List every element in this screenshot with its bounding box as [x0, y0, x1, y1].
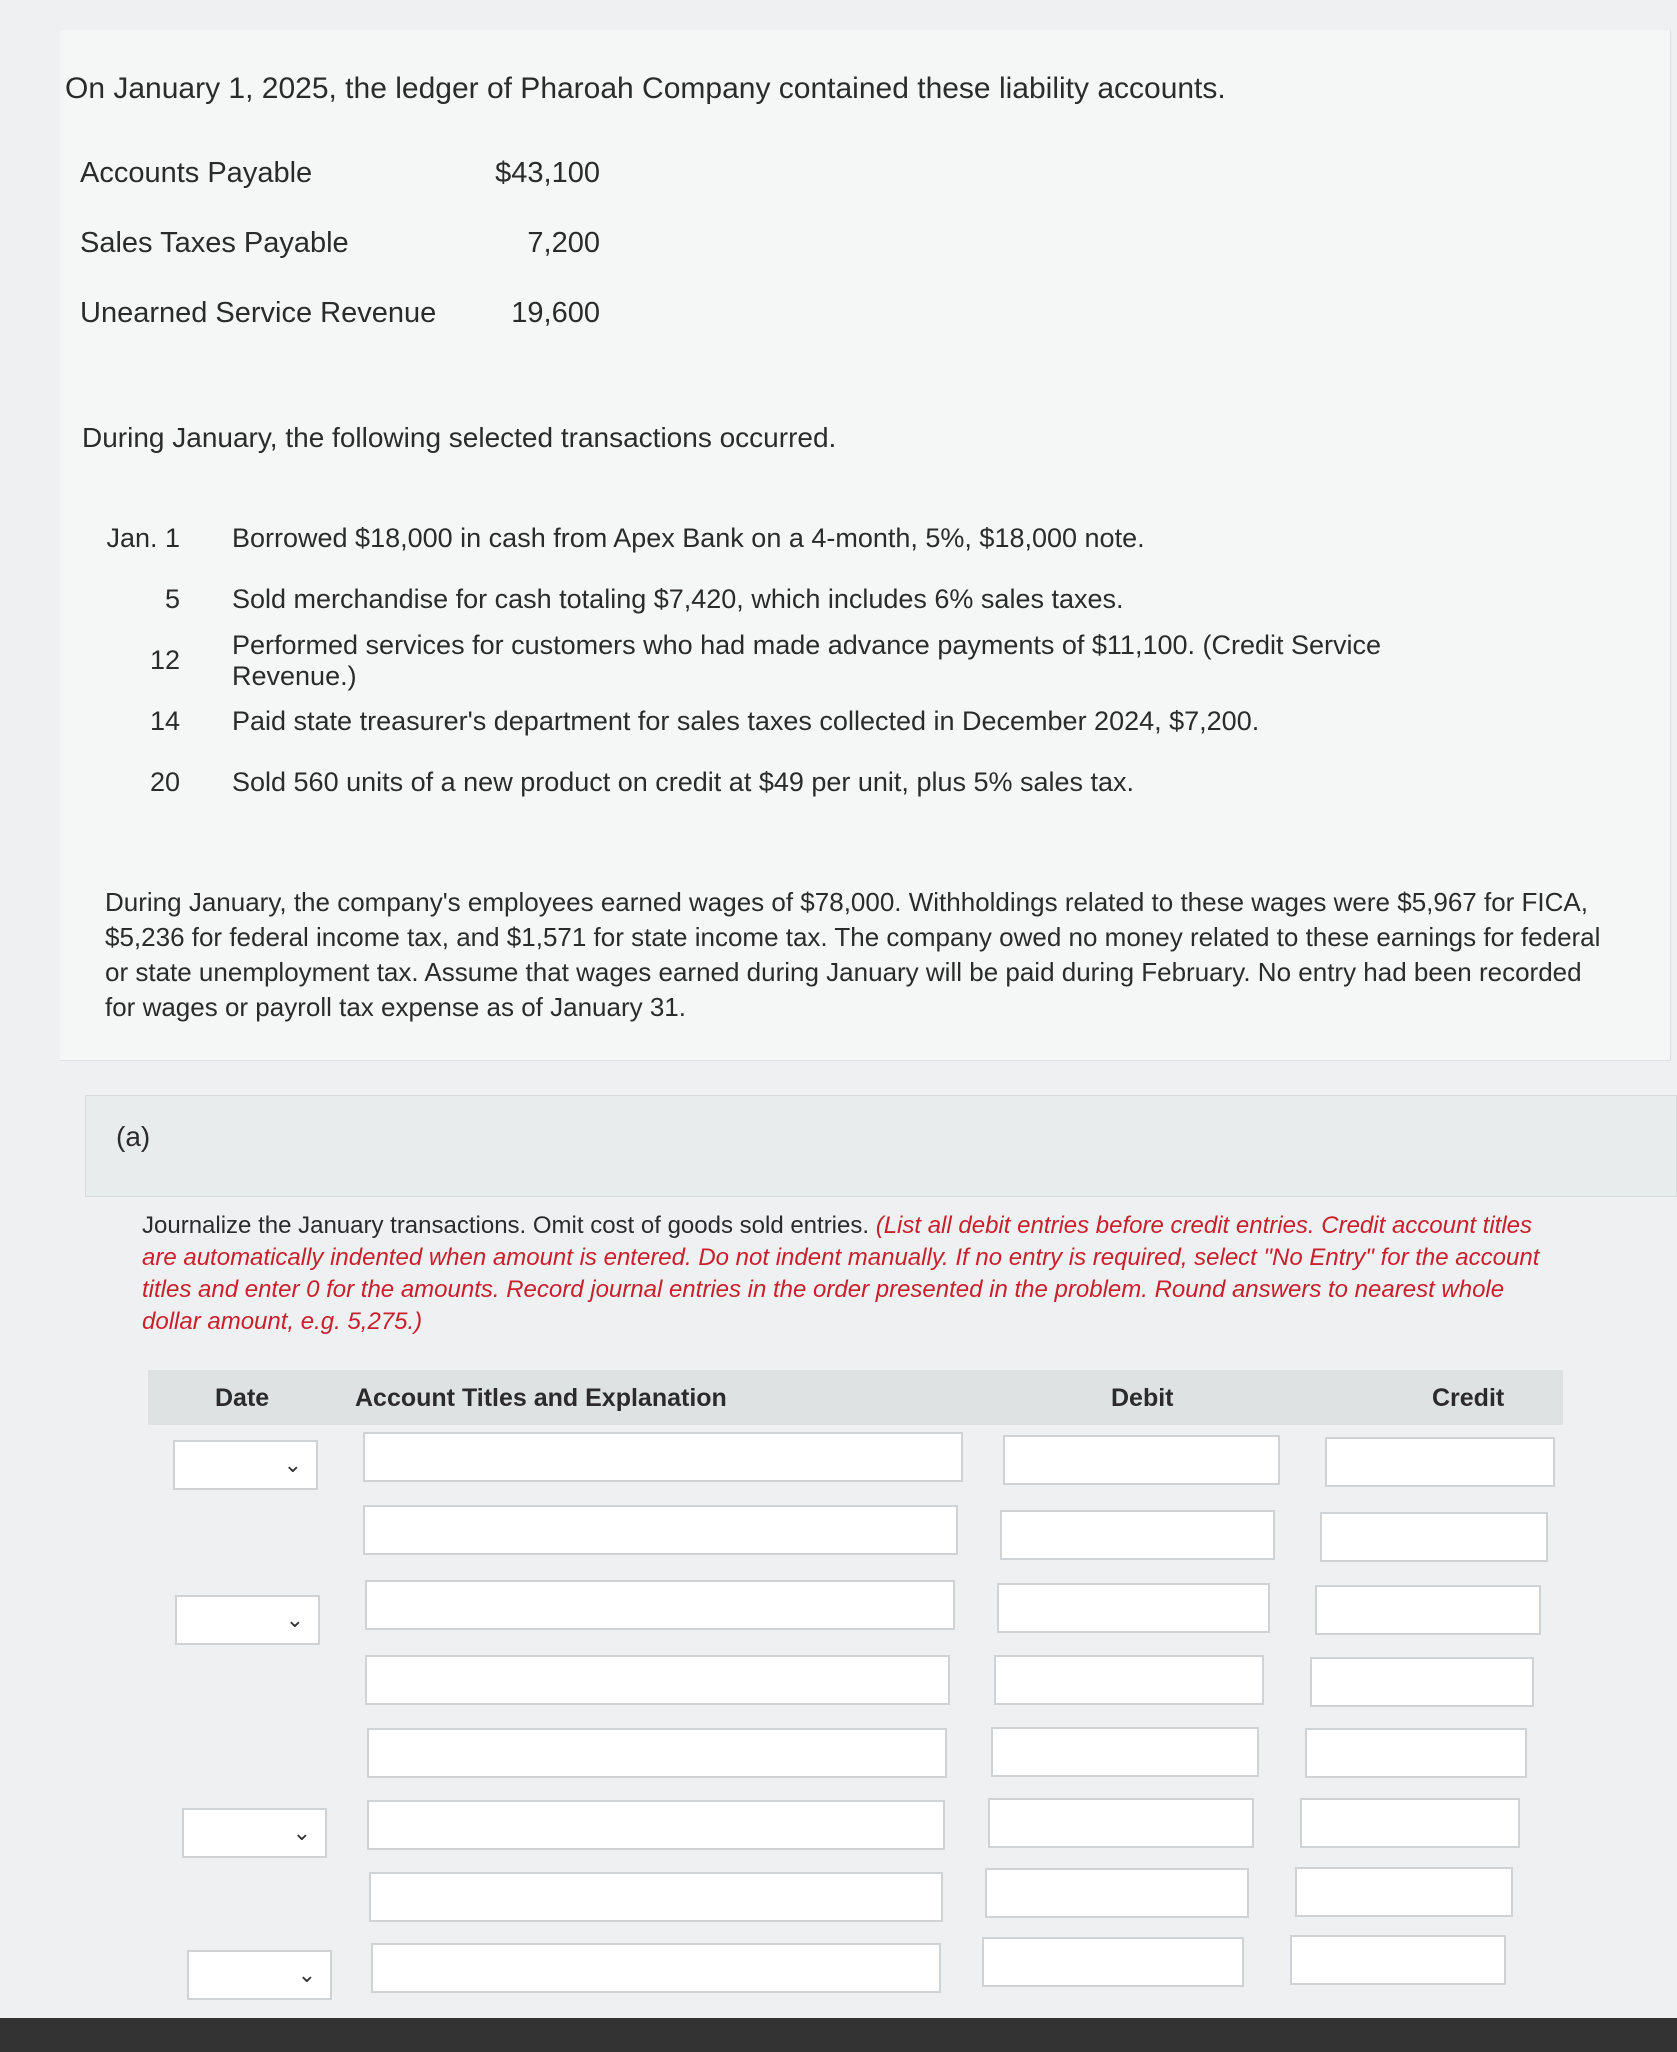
debit-input[interactable] — [985, 1868, 1249, 1918]
liability-row — [80, 208, 600, 278]
header-account: Account Titles and Explanation — [355, 1384, 727, 1412]
instructions — [142, 1210, 1562, 1338]
instruction-main: Journalize the January transactions. Omit cost of goods sold entries. — [142, 1212, 870, 1239]
liability-name: Accounts Payable — [80, 156, 313, 189]
account-title-input[interactable] — [363, 1432, 963, 1482]
transaction-date: 12 — [149, 645, 180, 675]
liability-name: Unearned Service Revenue — [80, 296, 437, 329]
date-select[interactable] — [173, 1440, 318, 1490]
debit-input[interactable] — [1000, 1510, 1275, 1560]
credit-input[interactable] — [1295, 1867, 1513, 1917]
debit-input[interactable] — [991, 1727, 1259, 1777]
liability-amount: 19,600 — [511, 296, 600, 329]
instruction-note: (List all debit entries before credit entries. Credit account titles are automatically indented when amount is entered. Do not indent manually. If no entry is required, select "No Entry" for the account titles and enter 0 for the amounts. Record journal entries in the order presented in the problem. Round answers to nearest whole dollar amount, e.g. 5,275.) — [142, 1212, 1540, 1335]
account-title-input[interactable] — [365, 1580, 955, 1630]
transaction-desc: Paid state treasurer's department for sales taxes collected in December 2024, $7,200. — [232, 706, 1260, 736]
account-title-input[interactable] — [367, 1728, 947, 1778]
account-title-input[interactable] — [367, 1800, 945, 1850]
transaction-row — [100, 630, 1500, 691]
header-date: Date — [215, 1384, 270, 1412]
transaction-desc: Performed services for customers who had made advance payments of $11,100. (Credit Service Revenue.) — [232, 629, 1382, 691]
date-select[interactable] — [182, 1808, 327, 1858]
account-title-input[interactable] — [369, 1872, 943, 1922]
transaction-row — [100, 508, 1500, 569]
liability-name: Sales Taxes Payable — [80, 226, 349, 259]
liability-row — [80, 138, 600, 208]
part-label: (a) — [116, 1121, 151, 1152]
date-select[interactable] — [187, 1950, 332, 2000]
chevron-down-icon: ⌄ — [285, 1607, 304, 1632]
liabilities-list — [80, 138, 600, 348]
journal-header — [148, 1370, 1563, 1425]
date-select[interactable] — [175, 1595, 320, 1645]
credit-input[interactable] — [1315, 1585, 1541, 1635]
liability-row — [80, 278, 600, 348]
screen-bezel — [0, 2018, 1677, 2052]
debit-input[interactable] — [982, 1937, 1244, 1987]
account-title-input[interactable] — [365, 1655, 950, 1705]
liability-amount: 7,200 — [527, 226, 600, 259]
transaction-desc: Sold 560 units of a new product on credit at $49 per unit, plus 5% sales tax. — [232, 767, 1135, 797]
chevron-down-icon: ⌄ — [297, 1962, 316, 1987]
during-text: During January, the following selected transactions occurred. — [82, 422, 837, 453]
transactions-list — [100, 508, 1500, 813]
credit-input[interactable] — [1300, 1798, 1520, 1848]
header-credit: Credit — [1432, 1384, 1505, 1412]
credit-input[interactable] — [1310, 1657, 1534, 1707]
account-title-input[interactable] — [371, 1943, 941, 1993]
credit-input[interactable] — [1290, 1935, 1506, 1985]
transaction-row — [100, 691, 1500, 752]
transaction-desc: Sold merchandise for cash totaling $7,420, which includes 6% sales taxes. — [232, 584, 1124, 614]
credit-input[interactable] — [1325, 1437, 1555, 1487]
chevron-down-icon: ⌄ — [283, 1452, 302, 1477]
part-a-header — [85, 1095, 1677, 1197]
transaction-row — [100, 752, 1500, 813]
debit-input[interactable] — [988, 1798, 1254, 1848]
account-title-input[interactable] — [363, 1505, 958, 1555]
problem-intro: On January 1, 2025, the ledger of Pharoah Company contained these liability accounts. — [65, 72, 1226, 105]
header-debit: Debit — [1111, 1384, 1174, 1412]
transaction-desc: Borrowed $18,000 in cash from Apex Bank on a 4-month, 5%, $18,000 note. — [232, 523, 1145, 553]
transaction-date: 20 — [149, 767, 180, 797]
transaction-date: 14 — [149, 706, 180, 736]
debit-input[interactable] — [994, 1655, 1264, 1705]
transaction-row — [100, 569, 1500, 630]
credit-input[interactable] — [1305, 1728, 1527, 1778]
transaction-date: 5 — [164, 584, 180, 614]
chevron-down-icon: ⌄ — [292, 1820, 311, 1845]
credit-input[interactable] — [1320, 1512, 1548, 1562]
debit-input[interactable] — [997, 1583, 1270, 1633]
liability-amount: $43,100 — [495, 156, 600, 189]
debit-input[interactable] — [1003, 1435, 1280, 1485]
transaction-date: Jan. 1 — [106, 523, 180, 553]
wages-paragraph: During January, the company's employees earned wages of $78,000. Withholdings related to these wages were $5,967 for FICA, $5,236 for federal income tax, and $1,571 for state income tax. The company owed no money related to these earnings for federal or state unemployment tax. Assume that wages earned during January will be paid during February. No entry had been recorded for wages or payroll tax expense as of January 31. — [105, 887, 1601, 1022]
